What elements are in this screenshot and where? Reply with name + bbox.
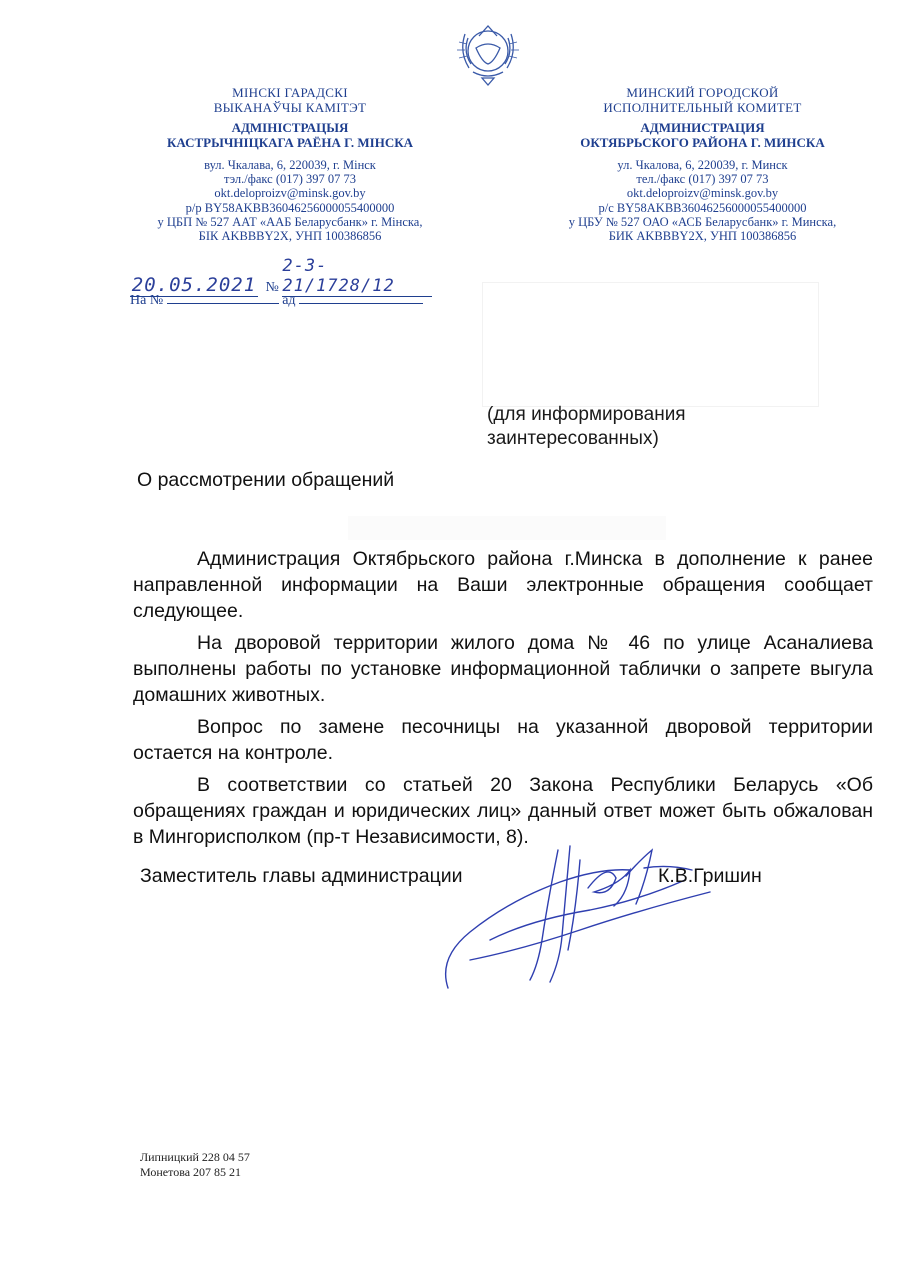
coat-of-arms-icon <box>449 18 527 88</box>
address: ул. Чкалова, 6, 220039, г. Минск <box>617 158 788 172</box>
letterhead-right <box>530 86 875 243</box>
org-name-line: ИСПОЛНИТЕЛЬНЫЙ КОМИТЕТ <box>603 99 802 115</box>
email: okt.deloproizv@minsk.gov.by <box>626 186 779 201</box>
recipient-note: (для информирования заинтересованных) <box>487 404 686 449</box>
number-label: № <box>265 280 279 295</box>
executor-line: Липницкий 228 04 57 <box>140 1150 250 1164</box>
admin-name-line: АДМИНИСТРАЦИЯ <box>640 120 765 135</box>
signatory-title: Заместитель главы администрации <box>140 865 463 887</box>
bank-account: р/р BY58AKBB36046256000055400000 <box>185 200 395 215</box>
admin-name-line: КАСТРЫЧНІЦКАГА РАЁНА Г. МІНСКА <box>166 134 414 150</box>
letterhead-left <box>120 86 460 243</box>
executors-block <box>140 1150 250 1179</box>
redacted-address-block <box>483 283 818 406</box>
phone: тел./факс (017) 397 07 73 <box>636 172 769 187</box>
body-paragraph: Администрация Октябрьского района г.Минска в дополнение к ранее направленной информации на Ваши электронные обращения сообщает следующее. <box>133 548 873 622</box>
reply-number-label: На № <box>130 293 164 308</box>
redacted-salutation <box>348 516 666 540</box>
reply-date-blank <box>299 289 423 304</box>
bank-codes: БІК AKBBBY2X, УНП 100386856 <box>198 229 382 244</box>
signatory-name: К.В.Гришин <box>658 865 762 887</box>
bank-account: р/с BY58AKBB36046256000055400000 <box>598 200 807 215</box>
body-paragraph: В соответствии со статьей 20 Закона Республики Беларусь «Об обращениях граждан и юридических лиц» данный ответ может быть обжалован в Мингорисполком (пр-т Независимости, 8). <box>133 774 873 848</box>
letter-body <box>133 546 873 856</box>
phone: тэл./факс (017) 397 07 73 <box>223 172 357 187</box>
reply-from-label: ад <box>282 293 296 308</box>
admin-name-line: АДМІНІСТРАЦЫЯ <box>231 120 349 135</box>
reply-number-blank <box>167 289 279 304</box>
org-name-line: МИНСКИЙ ГОРОДСКОЙ <box>626 85 779 100</box>
body-paragraph: На дворовой территории жилого дома № 46 по улице Асаналиева выполнены работы по установке информационной таблички о запрете выгула домашних животных. <box>133 632 873 706</box>
bank-name: у ЦБУ № 527 ОАО «АСБ Беларусбанк» г. Минска, <box>568 214 837 229</box>
letter-subject: О рассмотрении обращений <box>137 469 395 491</box>
reply-to-line <box>130 289 423 309</box>
email: okt.deloproizv@minsk.gov.by <box>214 186 366 201</box>
outgoing-number: 2-3-21/1728/12 <box>282 256 432 297</box>
admin-name-line: ОКТЯБРЬСКОГО РАЙОНА Г. МИНСКА <box>580 134 825 150</box>
body-paragraph: Вопрос по замене песочницы на указанной дворовой территории остается на контроле. <box>133 716 873 764</box>
executor-line: Монетова 207 85 21 <box>140 1164 242 1179</box>
bank-name: у ЦБП № 527 ААТ «ААБ Беларусбанк» г. Мінска, <box>157 214 423 229</box>
org-name-line: ВЫКАНАЎЧЫ КАМІТЭТ <box>213 99 367 115</box>
outgoing-date: 20.05.2021 <box>131 274 257 296</box>
address: вул. Чкалава, 6, 220039, г. Мінск <box>204 158 376 172</box>
bank-codes: БИК AKBBBY2X, УНП 100386856 <box>608 229 797 244</box>
org-name-line: МІНСКІ ГАРАДСКІ <box>232 85 348 100</box>
